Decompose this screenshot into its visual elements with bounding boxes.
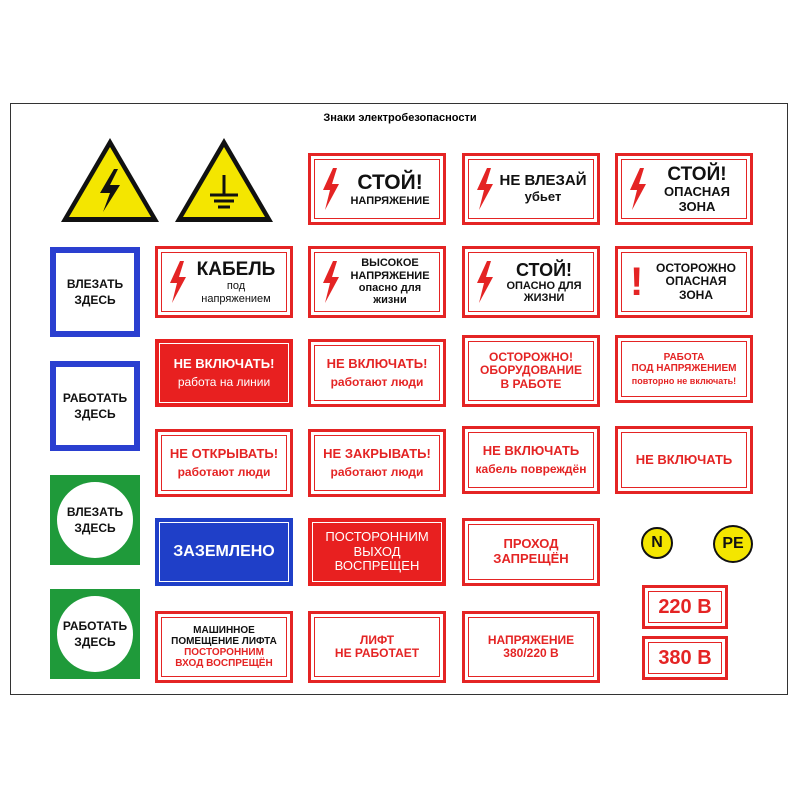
sign-small-text: НАПРЯЖЕНИЕ	[350, 194, 430, 207]
sign-big-text: НЕ ВКЛЮЧАТЬ	[482, 443, 580, 458]
sign-text: ПОСТОРОННИМ ВЫХОД ВОСПРЕЩЕН	[325, 529, 429, 574]
ground-triangle-icon	[172, 135, 276, 225]
sign-lift-room	[155, 611, 293, 683]
high-voltage-triangle-icon	[58, 135, 162, 225]
sign-small-text: убьет	[524, 189, 562, 205]
sign-text-secondary: повторно не включать!	[631, 376, 737, 387]
sign-small-text: работа на линии	[177, 374, 271, 389]
sign-text: РАБОТАТЬ ЗДЕСЬ	[56, 367, 134, 445]
sign-text: ВЫСОКОЕ НАПРЯЖЕНИЕ опасно для жизни	[350, 257, 430, 307]
sign-stop-voltage	[308, 153, 446, 225]
lightning-icon	[475, 168, 495, 210]
sign-high-voltage	[308, 246, 446, 318]
sign-text: ВЛЕЗАТЬ ЗДЕСЬ	[56, 253, 134, 331]
voltage-380-sign	[642, 636, 728, 680]
sign-prokhod	[462, 518, 600, 586]
sign-caution-zone	[615, 246, 753, 318]
sign-voltage-380	[462, 611, 600, 683]
sign-text: НАПРЯЖЕНИЕ 380/220 В	[487, 632, 575, 660]
sign-work-voltage	[615, 335, 753, 403]
sign-big-text: СТОЙ!	[667, 163, 727, 185]
sign-lift-broken	[308, 611, 446, 683]
sign-text-main: РАБОТА ПОД НАПРЯЖЕНИЕМ	[631, 351, 737, 374]
sign-small-text: под напряжением	[201, 280, 271, 305]
sign-ne-otkr	[155, 429, 293, 497]
sign-text: НЕ ВКЛЮЧАТЬ	[635, 451, 733, 467]
sign-big-text: НЕ ВКЛЮЧАТЬ!	[326, 356, 428, 371]
sign-text: ПРОХОД ЗАПРЕЩЁН	[493, 536, 569, 566]
lightning-icon	[168, 261, 188, 303]
voltage-220-sign	[642, 585, 728, 629]
sign-big-text: НЕ ЗАКРЫВАТЬ!	[323, 446, 431, 461]
sign-ne-vkl-people	[308, 339, 446, 407]
sign-big-text: НЕ ВЛЕЗАЙ	[499, 172, 587, 190]
sign-zazemleno	[155, 518, 293, 586]
lightning-icon	[321, 168, 341, 210]
sign-text-main: МАШИННОЕ ПОМЕЩЕНИЕ ЛИФТА	[171, 624, 277, 647]
sign-small-text: работают люди	[330, 374, 424, 389]
sign-small-text: работают люди	[177, 464, 271, 479]
sign-stop-life	[462, 246, 600, 318]
protective-earth-badge: PE	[713, 525, 753, 563]
sign-text: РАБОТАТЬ ЗДЕСЬ	[57, 596, 133, 672]
sign-text: ЗАЗЕМЛЕНО	[173, 543, 275, 561]
sign-small-text: ОПАСНО ДЛЯ ЖИЗНИ	[506, 279, 582, 305]
sign-big-text: КАБЕЛЬ	[196, 259, 276, 281]
sign-ne-vlezai	[462, 153, 600, 225]
sign-ne-vkl-line	[155, 339, 293, 407]
sign-big-text: СТОЙ!	[357, 171, 423, 195]
sign-big-text: НЕ ВКЛЮЧАТЬ!	[173, 356, 275, 371]
sign-rabotat-zdes-blue	[50, 361, 140, 451]
sign-text: ОСТОРОЖНО! ОБОРУДОВАНИЕ В РАБОТЕ	[480, 349, 582, 391]
sign-vlezat-zdes-green	[50, 475, 140, 565]
neutral-badge: N	[641, 527, 673, 559]
sign-text: ОСТОРОЖНО ОПАСНАЯ ЗОНА	[656, 260, 736, 302]
sign-ne-zakr	[308, 429, 446, 497]
sign-big-text: НЕ ОТКРЫВАТЬ!	[169, 446, 279, 461]
sign-vlezat-zdes-blue	[50, 247, 140, 337]
sign-ne-vkl	[615, 426, 753, 494]
sign-postoronnim	[308, 518, 446, 586]
sign-small-text: работают люди	[330, 464, 424, 479]
sign-stop-zone	[615, 153, 753, 225]
voltage-text: 220 В	[658, 595, 712, 618]
sign-small-text: кабель повреждён	[475, 461, 587, 476]
sheet-title: Знаки электробезопасности	[323, 112, 477, 124]
sign-big-text: СТОЙ!	[515, 259, 573, 280]
voltage-text: 380 В	[658, 646, 712, 669]
sign-small-text: ОПАСНАЯ ЗОНА	[663, 184, 731, 214]
sign-caution-equipment	[462, 335, 600, 407]
sign-text: ВЛЕЗАТЬ ЗДЕСЬ	[57, 482, 133, 558]
lightning-icon	[321, 261, 341, 303]
sign-text: ЛИФТ НЕ РАБОТАЕТ	[334, 632, 420, 660]
lightning-icon	[628, 168, 648, 210]
sign-ne-vkl-cable	[462, 426, 600, 494]
sign-cable	[155, 246, 293, 318]
exclamation-icon: !	[630, 260, 644, 304]
lightning-icon	[475, 261, 495, 303]
sign-rabotat-zdes-green	[50, 589, 140, 679]
sign-text-secondary: ПОСТОРОННИМ ВХОД ВОСПРЕЩЁН	[175, 647, 273, 670]
